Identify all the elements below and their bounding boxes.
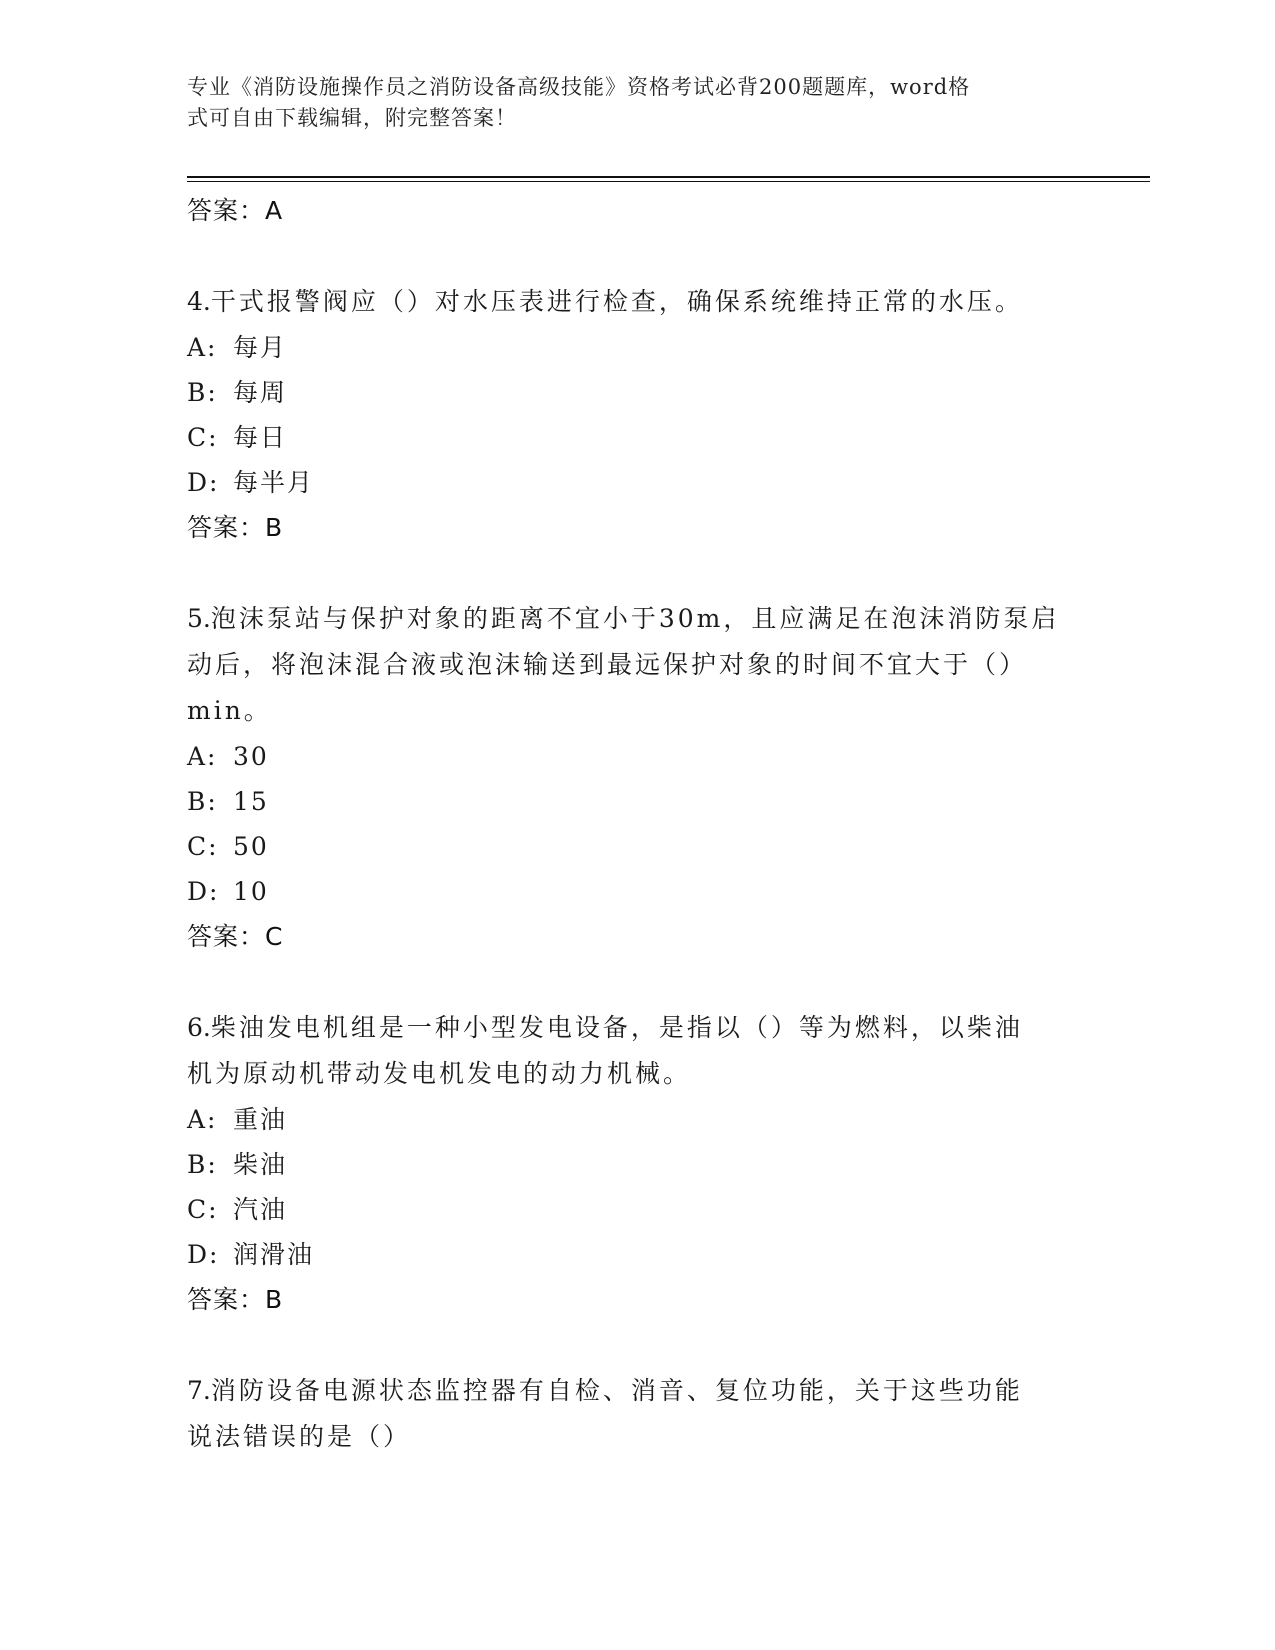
option-text: 每月 [233, 333, 288, 362]
document-header [187, 72, 1067, 134]
option-text: 汽油 [233, 1195, 288, 1224]
question-item [187, 1005, 1087, 1322]
option-letter: C: [187, 423, 219, 452]
question-number: 6. [187, 1013, 211, 1042]
question-number: 4. [187, 287, 211, 316]
option-d [187, 460, 1087, 505]
option-d [187, 1232, 1087, 1277]
question-number: 5. [187, 604, 211, 633]
question-text-line: 动后，将泡沫混合液或泡沫输送到最远保护对象的时间不宜大于（） [187, 650, 1028, 679]
question-list [187, 188, 1087, 1460]
option-b [187, 370, 1087, 415]
option-text: 50 [233, 832, 269, 861]
option-letter: D: [187, 877, 220, 906]
answer-line: 答案：A [187, 196, 284, 225]
option-letter: D: [187, 1240, 220, 1269]
option-b [187, 779, 1087, 824]
question-item [187, 279, 1087, 550]
header-line-1: 专业《消防设施操作员之消防设备高级技能》资格考试必背200题题库，word格 [187, 75, 971, 99]
option-letter: A: [187, 333, 218, 362]
question-text-line: 说法错误的是（） [187, 1422, 412, 1451]
header-divider-thick [187, 176, 1150, 178]
header-divider-thin [187, 181, 1150, 182]
option-c [187, 1187, 1087, 1232]
option-a [187, 325, 1087, 370]
question-text-line: 消防设备电源状态监控器有自检、消音、复位功能，关于这些功能 [210, 1376, 1023, 1405]
question-stem [187, 1005, 1087, 1051]
option-d [187, 869, 1087, 914]
option-a [187, 1097, 1087, 1142]
option-letter: A: [187, 742, 218, 771]
question-item [187, 596, 1087, 959]
option-text: 10 [233, 877, 269, 906]
option-c [187, 415, 1087, 460]
option-letter: C: [187, 832, 219, 861]
question-stem [187, 279, 1087, 325]
option-text: 柴油 [233, 1150, 288, 1179]
option-text: 润滑油 [233, 1240, 315, 1269]
option-text: 重油 [233, 1105, 288, 1134]
answer-line: 答案：B [187, 513, 284, 542]
option-letter: A: [187, 1105, 218, 1134]
option-text: 15 [233, 787, 269, 816]
option-text: 每日 [233, 423, 288, 452]
question-number: 7. [187, 1376, 211, 1405]
answer-line: 答案：B [187, 1285, 284, 1314]
option-letter: C: [187, 1195, 219, 1224]
option-text: 30 [233, 742, 269, 771]
option-letter: D: [187, 468, 220, 497]
question-text-line: 机为原动机带动发电机发电的动力机械。 [187, 1059, 692, 1088]
option-c [187, 824, 1087, 869]
option-b [187, 1142, 1087, 1187]
answer-line: 答案：C [187, 922, 284, 951]
option-text: 每周 [233, 378, 288, 407]
question-stem [187, 596, 1087, 642]
question-item [187, 1368, 1087, 1460]
question-text-line: 泡沫泵站与保护对象的距离不宜小于30m，且应满足在泡沫消防泵启 [210, 604, 1060, 633]
question-text-line: 柴油发电机组是一种小型发电设备，是指以（）等为燃料，以柴油 [210, 1013, 1023, 1042]
question-stem [187, 1368, 1087, 1414]
header-line-2: 式可自由下载编辑，附完整答案！ [187, 106, 517, 130]
question-text-line: min。 [187, 696, 272, 725]
option-letter: B: [187, 787, 218, 816]
question-text-line: 干式报警阀应（）对水压表进行检查，确保系统维持正常的水压。 [210, 287, 1023, 316]
option-letter: B: [187, 378, 218, 407]
option-a [187, 734, 1087, 779]
option-letter: B: [187, 1150, 218, 1179]
option-text: 每半月 [233, 468, 315, 497]
